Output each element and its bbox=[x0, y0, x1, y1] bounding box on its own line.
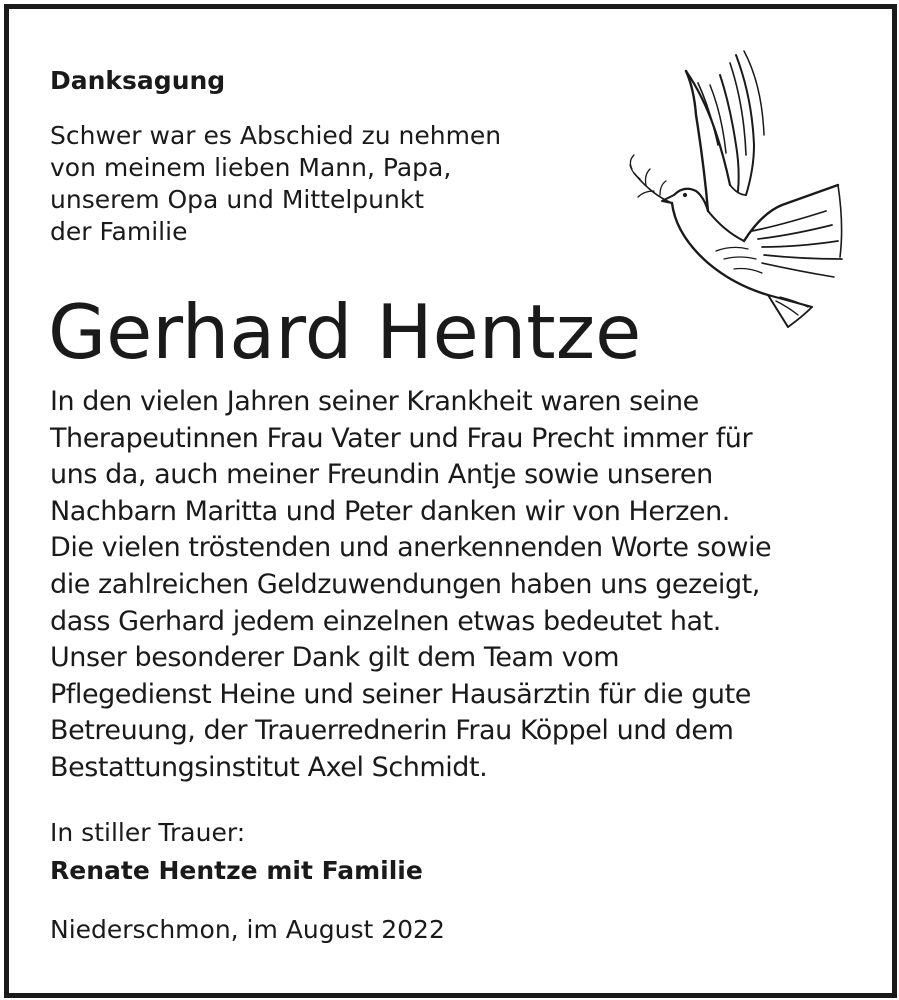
place-and-date: Niederschmon, im August 2022 bbox=[50, 915, 445, 944]
body-line: Nachbarn Maritta und Peter danken wir von Herzen. bbox=[50, 495, 730, 527]
body-line: Betreuung, der Trauerrednerin Frau Köppel und dem bbox=[50, 715, 734, 747]
mourners-names: Renate Hentze mit Familie bbox=[50, 856, 423, 885]
intro-line: von meinem lieben Mann, Papa, bbox=[50, 153, 452, 182]
dove-icon bbox=[612, 45, 848, 335]
body-line: Die vielen tröstenden und anerkennenden Worte sowie bbox=[50, 532, 772, 564]
mourning-label: In stiller Trauer: bbox=[50, 818, 246, 847]
deceased-name: Gerhard Hentze bbox=[48, 288, 642, 376]
intro-text bbox=[50, 120, 501, 248]
body-line: Therapeutinnen Frau Vater und Frau Precht immer für bbox=[50, 422, 753, 454]
body-line: Pflegedienst Heine und seiner Hausärztin für die gute bbox=[50, 678, 751, 710]
body-line: Unser besonderer Dank gilt dem Team vom bbox=[50, 642, 620, 674]
intro-line: unserem Opa und Mittelpunkt bbox=[50, 185, 425, 214]
body-line: dass Gerhard jedem einzelnen etwas bedeutet hat. bbox=[50, 605, 721, 637]
intro-line: der Familie bbox=[50, 217, 188, 246]
body-line: Bestattungsinstitut Axel Schmidt. bbox=[50, 751, 488, 783]
body-line: uns da, auch meiner Freundin Antje sowie unseren bbox=[50, 459, 713, 491]
body-line: In den vielen Jahren seiner Krankheit waren seine bbox=[50, 386, 699, 417]
intro-line: Schwer war es Abschied zu nehmen bbox=[50, 121, 502, 150]
acknowledgement-text bbox=[50, 384, 771, 787]
body-line: die zahlreichen Geldzuwendungen haben uns gezeigt, bbox=[50, 568, 760, 600]
notice-heading: Danksagung bbox=[50, 66, 226, 95]
